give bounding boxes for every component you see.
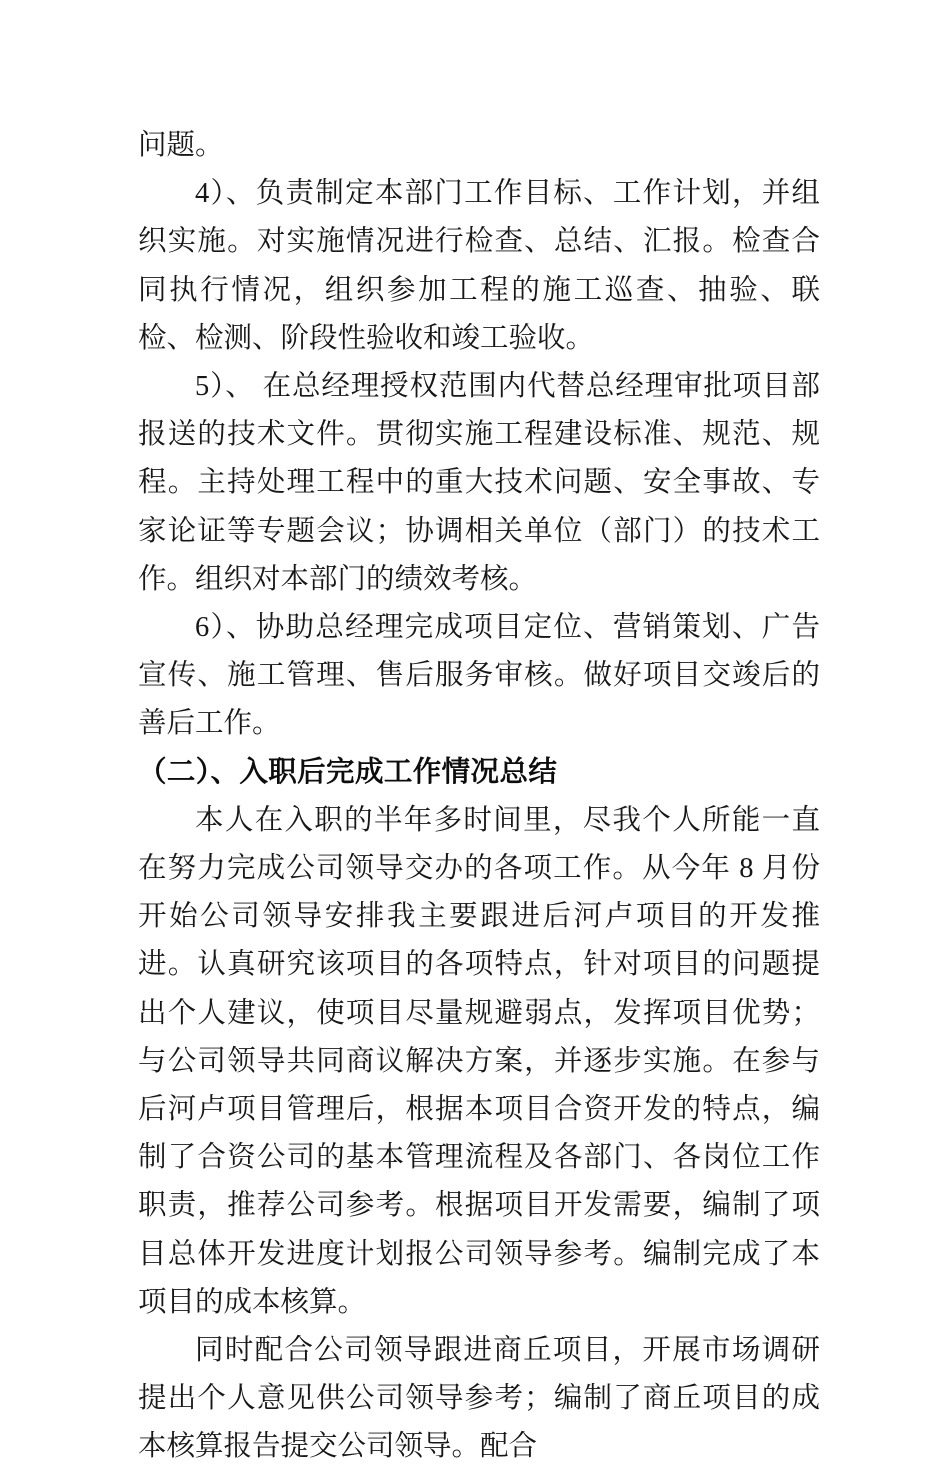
paragraph-summary-1: 本人在入职的半年多时间里，尽我个人所能一直在努力完成公司领导交办的各项工作。从今年 8 月份开始公司领导安排我主要跟进后河卢项目的开发推进。认真研究该项目的各项特点，针对项目的问题提出个人建议，使项目尽量规避弱点，发挥项目优势；与公司领导共同商议解决方案，并逐步实施。在参与后河卢项目管理后，根据本项目合资开发的特点，编制了合资公司的基本管理流程及各部门、各岗位工作职责，推荐公司参考。根据项目开发需要，编制了项目总体开发进度计划报公司领导参考。编制完成了本项目的成本核算。 <box>138 804 820 1318</box>
document-text-column <box>138 122 820 1472</box>
paragraph-carryover-line: 问题。 <box>138 130 224 161</box>
paragraph-summary-2: 同时配合公司领导跟进商丘项目，开展市场调研提出个人意见供公司领导参考；编制了商丘项目的成本核算报告提交公司领导。配合 <box>138 1335 820 1463</box>
paragraph-item-6: 6）、协助总经理完成项目定位、营销策划、广告宣传、施工管理、售后服务审核。做好项目交竣后的善后工作。 <box>138 612 820 740</box>
paragraph-item-5: 5）、 在总经理授权范围内代替总经理审批项目部报送的技术文件。贯彻实施工程建设标准、规范、规程。主持处理工程中的重大技术问题、安全事故、专家论证等专题会议；协调相关单位（部门）的技术工作。组织对本部门的绩效考核。 <box>138 371 820 595</box>
section-heading-two: （二）、入职后完成工作情况总结 <box>138 756 558 788</box>
paragraph-item-4: 4）、负责制定本部门工作目标、工作计划，并组织实施。对实施情况进行检查、总结、汇报。检查合同执行情况，组织参加工程的施工巡查、抽验、联检、检测、阶段性验收和竣工验收。 <box>138 178 820 354</box>
